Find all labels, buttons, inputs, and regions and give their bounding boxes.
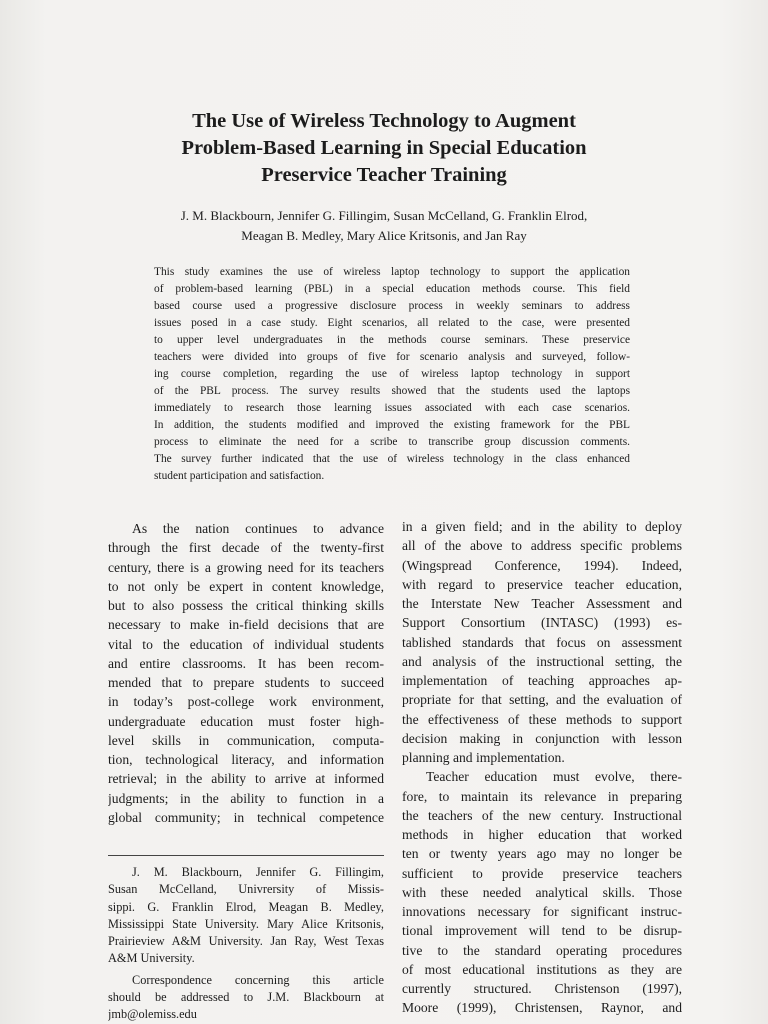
body-line: but to also possess the critical thinking skills — [108, 598, 384, 613]
abstract-line: This study examines the use of wireless laptop technology to support the application — [154, 266, 630, 278]
author-list — [84, 206, 684, 246]
body-line: fore, to maintain its relevance in preparing — [402, 788, 682, 804]
body-line: ten or twenty years ago may no longer be — [402, 846, 682, 862]
abstract-line: based course used a progressive disclosure process in weekly seminars to address — [154, 300, 630, 312]
body-line: tive to the standard operating procedures — [402, 942, 682, 958]
body-line: with regard to preservice teacher education, — [402, 576, 682, 592]
abstract-line: The survey further indicated that the use of wireless technology in the class enhanced — [154, 453, 630, 465]
author-line: J. M. Blackbourn, Jennifer G. Fillingim, Susan McCelland, G. Franklin Elrod, — [180, 208, 588, 223]
body-line: planning and implementation. — [402, 750, 565, 765]
body-line: propriate for that setting, and the evaluation of — [402, 692, 682, 708]
body-line: the teachers of the new century. Instructional — [402, 807, 682, 823]
body-line: sufficient to provide preservice teachers — [402, 865, 682, 881]
body-line: tional improvement will tend to be disrup- — [402, 923, 682, 939]
body-line: the Interstate New Teacher Assessment and — [402, 596, 682, 611]
abstract-line: issues posed in a case study. Eight scenarios, all related to the case, were presented — [154, 317, 630, 329]
body-column-right — [402, 517, 682, 1018]
body-line: mended that to prepare students to succeed — [108, 675, 384, 690]
footnote-line: Mississippi State University. Mary Alice Kritsonis, — [108, 916, 384, 931]
title-line: The Use of Wireless Technology to Augment — [192, 110, 576, 132]
body-line: vital to the education of individual students — [108, 636, 384, 652]
body-line: in today’s post-college work environment, — [108, 694, 384, 710]
body-line: retrieval; in the ability to arrive at informed — [108, 771, 384, 787]
body-line: (Wingspread Conference, 1994). Indeed, — [402, 557, 682, 573]
title-line: Preservice Teacher Training — [261, 164, 507, 186]
footnote-line: should be addressed to J.M. Blackbourn at — [108, 990, 384, 1005]
abstract-line: of the PBL process. The survey results showed that the students used the laptops — [154, 385, 630, 397]
body-line: necessary to make in-field decisions that are — [108, 617, 384, 633]
abstract-line: teachers were divided into groups of five for scenario analysis and surveyed, follow- — [154, 351, 630, 363]
body-line: through the first decade of the twenty-first — [108, 540, 384, 556]
body-line: all of the above to address specific problems — [402, 538, 682, 554]
body-line: in a given field; and in the ability to deploy — [402, 519, 682, 534]
email-address: jmb@olemiss.edu — [108, 1007, 197, 1022]
footnote-line: Correspondence concerning this article — [132, 972, 384, 987]
footnote-line: Prairieview A&M University. Jan Ray, West Texas — [108, 934, 384, 949]
title-line: Problem-Based Learning in Special Education — [181, 137, 587, 159]
body-line: Moore (1999), Christensen, Raynor, and — [402, 1000, 682, 1016]
abstract-line: student participation and satisfaction. — [154, 470, 325, 482]
body-line: tion, technological literacy, and information — [108, 752, 384, 767]
abstract-line: In addition, the students modified and improved the existing framework for the PBL — [154, 419, 630, 431]
author-footnote — [108, 864, 384, 1024]
body-line: with these needed analytical skills. Those — [402, 884, 682, 900]
body-line: methods in higher education that worked — [402, 827, 682, 842]
article-title — [84, 108, 684, 189]
body-line: the effectiveness of these methods to support — [402, 711, 682, 727]
footnote-divider — [108, 855, 384, 856]
body-line: to not only be expert in content knowledge, — [108, 578, 384, 594]
abstract-line: immediately to research those learning issues associated with each case scenarios. — [154, 402, 630, 414]
body-line: undergraduate education must foster high- — [108, 713, 384, 729]
footnote-line: sippi. G. Franklin Elrod, Meagan B. Medley, — [108, 899, 384, 914]
body-line: decision making in conjunction with lesson — [402, 730, 682, 746]
footnote-line: Susan McCelland, Univrersity of Missis- — [108, 882, 384, 897]
body-line: currently structured. Christenson (1997), — [402, 981, 682, 996]
body-line: As the nation continues to advance — [132, 521, 384, 536]
author-line: Meagan B. Medley, Mary Alice Kritsonis, and Jan Ray — [241, 228, 527, 243]
body-line: tablished standards that focus on assessment — [402, 634, 682, 650]
body-line: level skills in communication, computa- — [108, 732, 384, 748]
body-column-left — [108, 519, 384, 827]
body-line: implementation of teaching approaches ap- — [402, 673, 682, 688]
footnote-line: A&M University. — [108, 951, 195, 966]
footnote-line: J. M. Blackbourn, Jennifer G. Fillingim, — [132, 865, 384, 879]
abstract-line: to upper level undergraduates in the methods course seminars. These preservice — [154, 334, 630, 346]
body-line: judgments; in the ability to function in a — [108, 790, 384, 806]
abstract-line: of problem-based learning (PBL) in a special education methods course. This field — [154, 283, 630, 295]
body-line: of most educational institutions as they are — [402, 961, 682, 977]
body-line: and analysis of the instructional setting, the — [402, 653, 682, 669]
abstract — [154, 264, 630, 485]
abstract-line: ing course completion, regarding the use of wireless laptop technology in support — [154, 368, 630, 380]
body-line: innovations necessary for significant instruc- — [402, 904, 682, 919]
body-line: Teacher education must evolve, there- — [426, 769, 682, 785]
body-line: and entire classrooms. It has been recom- — [108, 655, 384, 671]
body-line: global community; in technical competence — [108, 809, 384, 825]
body-line: century, there is a growing need for its teachers — [108, 559, 384, 575]
abstract-line: process to eliminate the need for a scribe to transcribe group discussion comments. — [154, 436, 630, 448]
body-line: Support Consortium (INTASC) (1993) es- — [402, 615, 682, 631]
